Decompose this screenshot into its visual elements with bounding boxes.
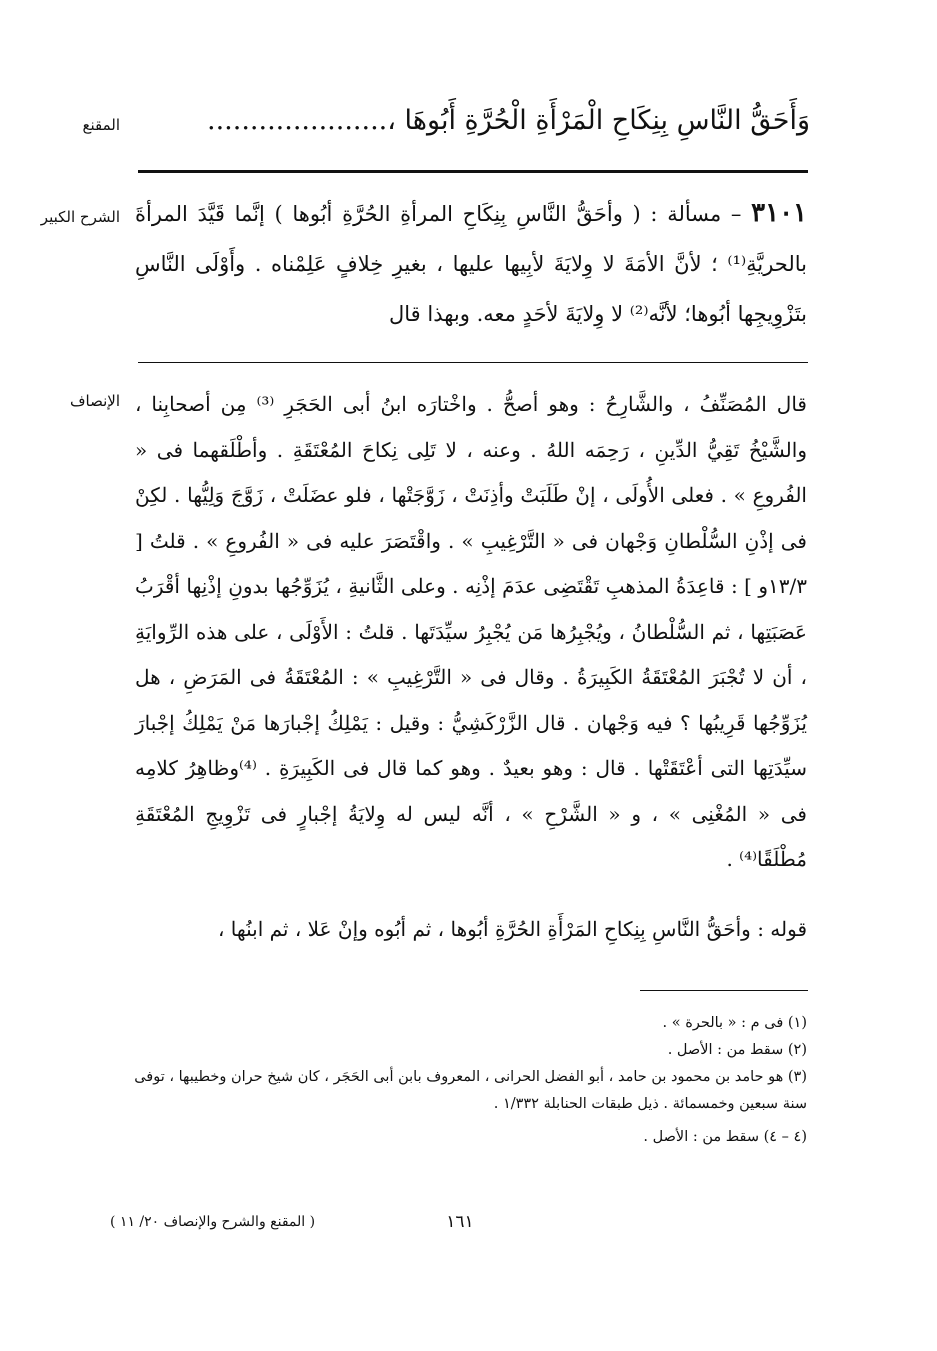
insaf-paragraph: قال المُصَنِّفُ ، والشَّارِحُ : وهو أصحُّ . واخْتارَه ابنُ أبى الحَجَرِ ⁽³⁾ مِن أصحابِنا ، والشَّيْخُ تَقِيُّ الدِّينِ ، رَحِمَه اللهُ . وعنه ، لا تَلِى نِكاحَ المُعْتَقَةِ . وأطْلَقهما فى « الفُروعِ » . فعلى الأُولَى ، إنْ طَلَبَتْ وأذِنَتْ ، زَوَّجَتْها ، فلو عضَلَتْ ، زَوَّجَ وَلِيُّها . لكِنْ فى إذْنِ السُّلْطانِ وَجْهان فى « التَّرْغِيبِ » . واقْتَصَرَ عليه فى « الفُروعِ » . قلتُ [ ١٣/٣و ] : قاعِدَةُ المذهبِ تَقْتَضِى عدَمَ إذْنِه . وعلى الثَّانيةِ ، يُزَوِّجُها بدونِ إذْنِها أقْرَبُ عَصَبَتِها ، ثم السُّلْطانُ ، ويُجْبِرُها مَن يُجْبِرُ سيِّدَتَها . قلتُ : الأَوْلَى ، على هذه الرِّوايَةِ ، أن لا تُجْبَرَ المُعْتَقَةُ الكَبِيرَةُ . وقال فى « التَّرْغِيبِ » : المُعْتَقَةُ فى المَرَضِ ، هل يُزَوِّجُها قَرِيبُها ؟ فيه وَجْهان . قال الزَّرْكَشِيُّ : وقيل : يَمْلِكُ إجْبارَها مَنْ يَمْلِكُ إجْبارَ سيِّدَتِها التى أعْتَقَتْها . قال : وهو بعيدٌ . وهو كما قال فى الكَبِيرَةِ . ⁽⁴⁾وظاهِرُ كلامِه فى « المُغْنِى » ، و « الشَّرْحِ » ، أنَّه ليس له وِلايَةُ إجْبارٍ فى تَزْوِيجِ المُعْتَقَةِ مُطْلَقًا⁽⁴⁾ .	[135, 392, 807, 871]
footnote-divider	[640, 990, 808, 991]
sharh-text: – مسألة : ( وأحَقُّ النَّاسِ بِنِكَاحِ المرأةِ الحُرَّةِ أبُوها ) إنَّما قَيَّدَ المرأةَ بالحريَّةِ⁽¹⁾ ؛ لأنَّ الأمَةَ لا وِلايَةَ لأبِيها عليها ، بغيرِ خِلافٍ عَلِمْناه . وأَوْلَى النَّاسِ بتَزْوِيجِها أبُوها؛ لأنَّه⁽²⁾ لا وِلايَةَ لأحَدٍ معه. وبهذا قال	[135, 202, 807, 326]
book-reference: ( المقنع والشرح والإنصاف ٢٠/ ١١ )	[110, 1214, 316, 1230]
footnotes	[125, 1010, 807, 1151]
page-number: ١٦١	[446, 1212, 474, 1232]
muqni-text: وَأَحَقُّ النَّاسِ بِنِكَاحِ الْمَرْأَةِ الْحُرَّةِ أَبُوهَا ،.....................	[207, 105, 810, 136]
margin-label-insaf: الإنصاف	[69, 392, 120, 410]
margin-label-sharh: الشرح الكبير	[40, 208, 120, 226]
footnote-4: (٤ – ٤) سقط من : الأصل .	[643, 1129, 807, 1145]
footnote-2: (٢) سقط من : الأصل .	[667, 1042, 807, 1058]
footnote-3: (٣) هو حامد بن محمود بن حامد ، أبو الفضل الحرانى ، المعروف بابن أبى الحَجَر ، كان شيخ حران وخطيبها ، توفى سنة سبعين وخمسمائة . ذيل طبقات الحنابلة ١/٣٣٢ .	[134, 1069, 807, 1112]
section-divider	[138, 170, 808, 173]
footnote-1: (١) فى م : « بالحرة » .	[662, 1015, 807, 1031]
margin-label-muqni: المقنع	[82, 116, 120, 134]
masala-number: ٣١٠١	[751, 198, 807, 228]
section-divider	[138, 362, 808, 363]
sharh-paragraph	[135, 188, 807, 339]
qawluh-paragraph: قوله : وأحَقُّ النَّاسِ بِنِكاحِ المَرْأَةِ الحُرَّةِ أبُوها ، ثم أبُوه وإنْ عَلا ، ثم ابنُها ،	[217, 917, 807, 941]
